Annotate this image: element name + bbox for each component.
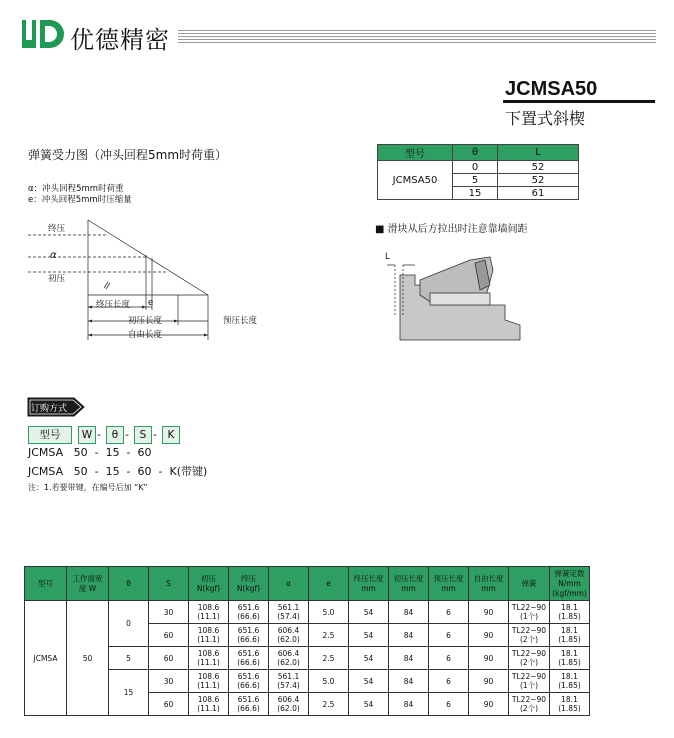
cell-theta [109,647,149,670]
cell-final-length-text: 54 [363,653,374,663]
cell-spring-rate [550,693,590,716]
spring-diagram-title: 弹簧受力图（冲头回程5mm时荷重） [28,148,228,162]
cell-spring-rate-text: (1.85) [558,612,581,621]
model-title: JCMSA50 [505,78,598,100]
spec-theta-cell: 15 [453,187,498,200]
spec-model-cell: JCMSA50 [378,161,453,200]
cell-initial-length [389,693,429,716]
spec-row [378,161,579,174]
spec-L-cell: 52 [498,174,579,187]
main-header-text: α [286,578,291,588]
cell-initial-load-text: (11.1) [197,704,220,713]
code-part-W: W [78,426,96,444]
spec-L-cell: 61 [498,187,579,200]
cell-initial-load [189,670,229,693]
cell-alpha [269,647,309,670]
main-header-text: mm [481,583,496,593]
cell-spring-rate-text: (1.85) [558,681,581,690]
table-row [25,647,590,670]
cell-initial-load-text: 108.6 [197,649,220,658]
cell-stroke [149,670,189,693]
cell-initial-load-text: (11.1) [197,635,220,644]
cell-free-length [469,601,509,624]
main-header-text: 预压长度 [433,573,464,583]
cell-spring-text: TL22−90 [511,649,547,658]
main-header-text: N(kgf) [196,583,221,593]
cell-spring [509,670,550,693]
label-initial: 初压 [48,274,66,284]
cell-spring-rate-text: (1.85) [558,635,581,644]
main-header-final-load [229,567,269,601]
main-header-text: S [166,578,171,588]
main-header-text: 工作面宽 [72,573,103,583]
main-header-final-length [349,567,389,601]
cell-spring-rate-text: (1.85) [558,658,581,667]
cell-initial-load [189,647,229,670]
spec-header-theta: θ [453,145,498,161]
main-header-e [309,567,349,601]
main-header-stroke [149,567,189,601]
legend-alpha: α：冲头回程5mm时荷重 [28,184,124,194]
cell-free-length [469,624,509,647]
table-row [25,670,590,693]
cell-spring-rate-text: 18.1 [561,672,578,681]
install-note: ■ 滑块从后方拉出时注意靠墙间距 [375,224,528,235]
cell-preload-length [429,670,469,693]
cell-initial-length [389,670,429,693]
cell-stroke-text: 60 [163,630,174,640]
cell-final-load-text: (66.6) [237,681,260,690]
cell-initial-load [189,693,229,716]
spec-table [377,144,579,200]
spec-theta-cell: 5 [453,174,498,187]
cell-theta [109,670,149,716]
main-header-spring-rate [550,567,590,601]
cell-free-length-text: 90 [483,699,494,709]
cell-final-load-text: (66.6) [237,658,260,667]
cell-initial-load-text: (11.1) [197,681,220,690]
cell-spring-text: (2个) [519,704,539,713]
cell-alpha-text: (62.0) [277,635,300,644]
main-header-model [25,567,67,601]
cell-alpha [269,624,309,647]
cell-final-load-text: 651.6 [237,626,260,635]
cell-stroke [149,693,189,716]
cell-initial-load-text: 108.6 [197,695,220,704]
cell-initial-load-text: 108.6 [197,603,220,612]
cell-model-text: JCMSA [33,653,58,663]
cell-free-length-text: 90 [483,607,494,617]
cell-theta-text: 0 [126,619,131,628]
cell-alpha-text: 561.1 [277,603,300,612]
cell-free-length [469,647,509,670]
cell-final-length-text: 54 [363,630,374,640]
cell-spring [509,624,550,647]
cell-e [309,670,349,693]
label-initial-length: 初压长度 [128,316,163,326]
main-header-text: 初压长度 [393,573,424,583]
jd-logo-icon [22,18,66,50]
cell-preload-length-text: 6 [446,699,451,709]
cell-free-length-text: 90 [483,630,494,640]
cell-initial-length [389,647,429,670]
main-header-free-length [469,567,509,601]
cell-e [309,693,349,716]
main-header-text: 弹簧定数 [554,568,585,578]
cell-alpha-text: 606.4 [277,626,300,635]
main-header-text: N(kgf) [236,583,261,593]
cell-theta [109,601,149,647]
cell-spring-text: (1个) [519,612,539,621]
main-spec-table [24,566,590,716]
install-diagram [375,245,530,345]
cell-spring [509,601,550,624]
code-part-S: S [134,426,152,444]
cell-initial-load-text: 108.6 [197,626,220,635]
cell-model [25,601,67,716]
legend-e: e：冲头回程5mm时压缩量 [28,195,132,205]
main-header-text: mm [361,583,376,593]
cell-alpha-text: (62.0) [277,658,300,667]
main-header-text: 型号 [38,578,53,588]
main-header-alpha [269,567,309,601]
cell-stroke [149,647,189,670]
cell-final-length-text: 54 [363,699,374,709]
cell-final-length [349,670,389,693]
header-stripes [178,30,656,44]
cell-preload-length [429,624,469,647]
cell-final-load-text: 651.6 [237,603,260,612]
cell-preload-length-text: 6 [446,653,451,663]
main-header-text: 终压 [241,573,256,583]
spec-header-L: L [498,145,579,161]
cell-spring-text: TL22−90 [511,672,547,681]
order-badge-label: 订购方式 [31,404,68,414]
cell-stroke [149,601,189,624]
cell-stroke-text: 30 [163,676,174,686]
label-free-length: 自由长度 [128,330,163,340]
cell-initial-load [189,601,229,624]
cell-spring-rate-text: 18.1 [561,695,578,704]
title-rule [503,100,655,103]
cell-spring-rate [550,670,590,693]
cell-preload-length [429,601,469,624]
code-part-theta: θ [106,426,124,444]
main-header-text: e [326,578,331,588]
spec-header-model: 型号 [378,145,453,161]
cell-alpha [269,693,309,716]
cell-stroke-text: 60 [163,653,174,663]
cell-alpha [269,670,309,693]
cell-final-length-text: 54 [363,676,374,686]
main-header-text: θ [126,578,131,588]
cell-initial-length-text: 84 [403,699,414,709]
cell-width-text: 50 [82,653,93,663]
cell-e-text: 2.5 [322,699,335,709]
label-final-length: 终压长度 [96,300,131,310]
cell-final-load-text: 651.6 [237,672,260,681]
code-dash: - [125,428,129,441]
model-subtitle: 下置式斜楔 [505,109,586,128]
cell-e-text: 5.0 [322,607,335,617]
cell-final-load [229,670,269,693]
cell-stroke-text: 60 [163,699,174,709]
cell-alpha-text: 561.1 [277,672,300,681]
main-header-text: N/mm [558,578,581,588]
cell-alpha-text: (57.4) [277,681,300,690]
cell-spring-rate-text: 18.1 [561,603,578,612]
label-alpha: α [50,250,57,261]
cell-alpha-text: 606.4 [277,649,300,658]
cell-spring-rate-text: (1.85) [558,704,581,713]
main-header-preload-length [429,567,469,601]
cell-initial-load [189,624,229,647]
cell-free-length [469,693,509,716]
code-part-model: 型号 [28,426,72,444]
main-header-initial-load [189,567,229,601]
cell-preload-length-text: 6 [446,630,451,640]
cell-initial-length [389,601,429,624]
spec-theta-cell: 0 [453,161,498,174]
main-header-text: mm [401,583,416,593]
order-example-key: JCMSA 50 - 15 - 60 - K(带键) [28,465,208,478]
cell-spring-rate-text: 18.1 [561,649,578,658]
cell-e-text: 2.5 [322,653,335,663]
cell-final-load-text: 651.6 [237,695,260,704]
order-code-row [28,426,208,444]
cell-theta-text: 5 [126,653,131,663]
cell-initial-length-text: 84 [403,607,414,617]
cell-spring-text: (1个) [519,681,539,690]
cell-e [309,601,349,624]
cell-spring [509,693,550,716]
cell-stroke-text: 30 [163,607,174,617]
main-header-text: 弹簧 [521,578,537,588]
table-row [25,601,590,624]
cell-spring-text: TL22−90 [511,603,547,612]
cell-final-load [229,647,269,670]
cell-spring-text: TL22−90 [511,695,547,704]
cell-stroke [149,624,189,647]
cell-spring-text: TL22−90 [511,626,547,635]
label-preload-length: 预压长度 [223,316,258,326]
cell-initial-load-text: 108.6 [197,672,220,681]
cell-final-load [229,693,269,716]
install-label-L: L [385,252,390,262]
order-note: 注：1.若要带键，在编号后加 “K” [28,483,148,492]
main-header-initial-length [389,567,429,601]
spec-L-cell: 52 [498,161,579,174]
cell-initial-length-text: 84 [403,676,414,686]
main-header-text: (kgf/mm) [552,588,587,598]
cell-spring [509,647,550,670]
cell-final-length [349,693,389,716]
cell-free-length-text: 90 [483,676,494,686]
cell-spring-rate [550,601,590,624]
cell-free-length-text: 90 [483,653,494,663]
cell-spring-text: (2个) [519,635,539,644]
spec-header-row [378,145,579,161]
cell-alpha-text: (57.4) [277,612,300,621]
brand-name: 优德精密 [70,26,170,54]
cell-spring-text: (2个) [519,658,539,667]
cell-preload-length-text: 6 [446,607,451,617]
cell-final-length-text: 54 [363,607,374,617]
main-header-text: 终压长度 [353,573,384,583]
code-part-K: K [162,426,180,444]
cell-theta-text: 15 [123,688,134,697]
cell-alpha-text: (62.0) [277,704,300,713]
cell-initial-load-text: (11.1) [197,612,220,621]
cell-initial-length-text: 84 [403,630,414,640]
cell-spring-rate [550,647,590,670]
cell-initial-load-text: (11.1) [197,658,220,667]
main-header-text: 自由长度 [473,573,504,583]
cell-initial-length [389,624,429,647]
main-header-width [67,567,109,601]
order-example-plain: JCMSA 50 - 15 - 60 [28,446,152,459]
cell-preload-length [429,693,469,716]
cell-preload-length [429,647,469,670]
cell-final-load-text: (66.6) [237,635,260,644]
cell-e-text: 2.5 [322,630,335,640]
cell-final-load [229,624,269,647]
cell-preload-length-text: 6 [446,676,451,686]
cell-e [309,624,349,647]
cell-e-text: 5.0 [322,676,335,686]
cell-spring-rate-text: 18.1 [561,626,578,635]
label-final: 终压 [48,224,66,234]
cell-final-load-text: (66.6) [237,612,260,621]
cell-width [67,601,109,716]
main-header-text: mm [441,583,456,593]
cell-free-length [469,670,509,693]
code-dash: - [153,428,157,441]
cell-final-length [349,601,389,624]
main-header-spring [509,567,550,601]
cell-alpha-text: 606.4 [277,695,300,704]
cell-final-load-text: 651.6 [237,649,260,658]
cell-alpha [269,601,309,624]
code-dash: - [97,428,101,441]
cell-final-load [229,601,269,624]
cell-final-length [349,647,389,670]
label-e: e [148,298,154,308]
main-header-text: 度 W [78,583,97,593]
cell-final-length [349,624,389,647]
main-header-theta [109,567,149,601]
cell-e [309,647,349,670]
cell-final-load-text: (66.6) [237,704,260,713]
cell-spring-rate [550,624,590,647]
main-header-text: 初压 [201,573,216,583]
cell-initial-length-text: 84 [403,653,414,663]
main-header-row [25,567,590,601]
